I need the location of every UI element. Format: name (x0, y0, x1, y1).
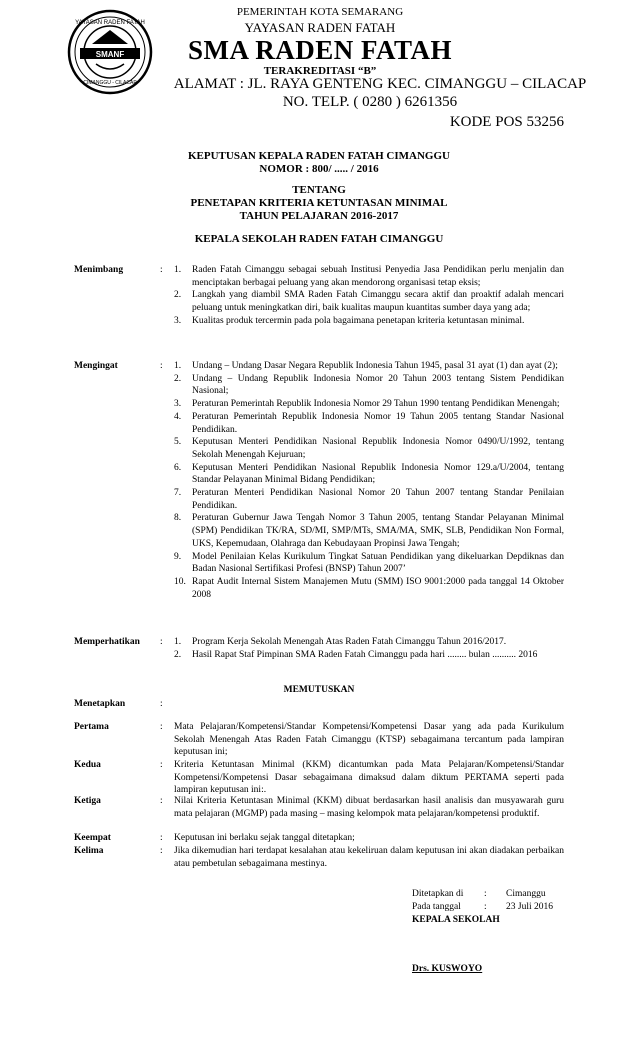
decision-label: Kedua (74, 760, 101, 770)
item-text: Peraturan Pemerintah Republik Indonesia Nomor 19 Tahun 2005 tentang Standar Nasional Pendidikan. (192, 411, 564, 435)
item-number: 1. (174, 361, 182, 371)
item-number: 1. (174, 637, 182, 647)
decision-text: Jika dikemudian hari terdapat kesalahan atau kekeliruan dalam keputusan ini akan diadakan perbaikan atau pembetulan sebagaimana mestinya. (174, 846, 564, 869)
decree-about: TENTANG (292, 184, 346, 196)
letterhead-phone: NO. TELP. ( 0280 ) 6261356 (282, 94, 458, 110)
section-label: Mengingat (74, 361, 118, 371)
list-item (174, 436, 564, 461)
decision-text: Keputusan ini berlaku sejak tanggal ditetapkan; (174, 833, 355, 843)
item-text: Peraturan Menteri Pendidikan Nasional Nomor 20 Tahun 2007 tentang Standar Penilaian Pendidikan. (192, 488, 564, 511)
decision-text: Mata Pelajaran/Kompetensi/Standar Kompetensi/Kompetensi Dasar yang ada pada Kurikulum Sekolah Menengah Atas Raden Fatah Cimanggu (KTSP) sebagaimana tercantum pada lampiran keputusan ini; (174, 722, 564, 758)
item-number: 8. (174, 513, 182, 524)
decree-title: KEPUTUSAN KEPALA RADEN FATAH CIMANGGU (188, 150, 450, 162)
item-number: 2. (174, 373, 182, 384)
signature-place-value: Cimanggu (506, 889, 546, 899)
list-item (174, 551, 564, 576)
item-number: 4. (174, 411, 182, 422)
list-item (174, 462, 564, 487)
list-item (174, 360, 564, 373)
list-item (174, 576, 564, 601)
decree-subject: PENETAPAN KRITERIA KETUNTASAN MINIMAL (190, 197, 448, 209)
decision-heading: MEMUTUSKAN (283, 685, 355, 695)
section-label: Menetapkan (74, 699, 126, 709)
decision-label: Kelima (74, 846, 104, 856)
section-colon: : (160, 699, 163, 709)
signature-place (412, 888, 546, 901)
section-colon: : (160, 846, 163, 856)
letterhead-postcode: KODE POS 53256 (449, 114, 564, 130)
list-item (174, 512, 564, 550)
list-item (174, 649, 564, 662)
section-colon: : (160, 760, 163, 770)
letterhead-accreditation: TERAKREDITASI “B” (263, 65, 377, 77)
item-text: Undang – Undang Dasar Negara Republik Indonesia Tahun 1945, pasal 31 ayat (1) dan ayat (2); (192, 361, 558, 371)
letterhead-government: PEMERINTAH KOTA SEMARANG (236, 6, 404, 18)
signature-date-value: 23 Juli 2016 (506, 902, 553, 912)
item-text: Raden Fatah Cimanggu sebagai sebuah Institusi Penyedia Jasa Pendidikan perlu menjalin dan menciptakan berbagai peluang yang akan mendorong organisasi tetap eksis; (192, 265, 564, 288)
section-colon: : (160, 833, 163, 843)
item-text: Langkah yang diambil SMA Raden Fatah Cimanggu secara aktif dan proaktif adalah mencari peluang untuk meningkatkan diri, baik kualitas maupun kuantitas sumber daya yang ada; (192, 290, 564, 314)
item-number: 3. (174, 315, 182, 326)
item-number: 9. (174, 551, 182, 562)
signature-date (412, 901, 553, 914)
item-text: Kualitas produk tercermin pada pola bagaimana penetapan kriteria ketuntasan minimal. (192, 315, 525, 326)
decision-label: Keempat (74, 833, 111, 843)
item-number: 6. (174, 462, 182, 473)
item-text: Hasil Rapat Staf Pimpinan SMA Raden Fatah Cimanggu pada hari ........ bulan .......... 2016 (192, 649, 538, 660)
decision-label: Pertama (74, 722, 109, 732)
item-number: 3. (174, 399, 182, 410)
signature-place-label: Ditetapkan di (412, 889, 464, 899)
decree-number: NOMOR : 800/ ..... / 2016 (259, 163, 379, 175)
section-colon: : (160, 637, 163, 647)
section-colon: : (160, 796, 163, 806)
item-text: Program Kerja Sekolah Menengah Atas Raden Fatah Cimanggu Tahun 2016/2017. (192, 637, 507, 647)
signature-colon: : (484, 902, 487, 912)
list-item (174, 289, 564, 314)
item-number: 2. (174, 649, 182, 660)
item-text: Rapat Audit Internal Sistem Manajemen Mutu (SMM) ISO 9001:2000 pada tanggal 14 Oktober 2008 (192, 576, 564, 600)
list-item (174, 636, 564, 649)
letterhead-school-name: SMA RADEN FATAH (188, 35, 452, 65)
item-number: 10. (174, 576, 186, 587)
section-label: Menimbang (74, 265, 124, 275)
section-label: Memperhatikan (74, 637, 140, 647)
logo-top-text: YAYASAN RADEN FATAH (75, 20, 145, 26)
letterhead-foundation: YAYASAN RADEN FATAH (244, 20, 396, 35)
decision-text: Nilai Kriteria Ketuntasan Minimal (KKM) dibuat berdasarkan hasil analisis dan musyawarah guru mata pelajaran (MGMP) pada masing – masing kelompok mata pelajaran/kompetensi produktif. (174, 796, 564, 819)
item-number: 2. (174, 290, 182, 301)
decision-label: Ketiga (74, 796, 101, 806)
section-colon: : (160, 722, 163, 732)
signature-position: KEPALA SEKOLAH (412, 915, 500, 925)
list-item (174, 264, 564, 289)
item-text: Keputusan Menteri Pendidikan Nasional Republik Indonesia Nomor 0490/U/1992, tentang Sekolah Menengah Kejuruan; (192, 437, 564, 460)
signature-date-label: Pada tanggal (412, 902, 461, 912)
item-text: Undang – Undang Republik Indonesia Nomor 20 Tahun 2003 tentang Sistem Pendidikan Nasional; (192, 373, 564, 397)
list-item (174, 398, 564, 411)
section-colon: : (160, 265, 163, 275)
decision-text: Kriteria Ketuntasan Minimal (KKM) dicantumkan pada Mata Pelajaran/Kompetensi/Standar Kompetensi/Kompetensi Dasar sebagaimana dimaksud dalam diktum PERTAMA seperti pada lampiran keputusan ini:. (174, 760, 564, 796)
item-text: Model Penilaian Kelas Kurikulum Tingkat Satuan Pendidikan yang dikeluarkan Depdiknas dan Badan Nasional Sertifikasi Profesi (BNSP) Tahun 2007’ (192, 551, 564, 575)
logo-band-text: SMANF (95, 50, 125, 59)
list-item (174, 411, 564, 436)
item-text: Peraturan Pemerintah Republik Indonesia Nomor 29 Tahun 1990 tentang Pendidikan Menengah; (192, 399, 560, 410)
letterhead-address: ALAMAT : JL. RAYA GENTENG KEC. CIMANGGU – CILACAP (173, 76, 587, 92)
logo-bottom-text: CIMANGGU - CILACAP (83, 80, 137, 86)
signature-colon: : (484, 889, 487, 899)
item-text: Peraturan Gubernur Jawa Tengah Nomor 3 Tahun 2005, tentang Standar Pelayanan Minimal (SPM) Pendidikan TK/RA, SD/MI, SMP/MTs, SMA/MA, SMK, SLB, Pendidikan Non Formal, UKS, Kepemudaan, Olahraga dan Kebudayaan Propinsi Jawa Tengah; (192, 513, 564, 549)
list-item (174, 373, 564, 398)
list-item (174, 315, 564, 328)
item-number: 1. (174, 265, 182, 275)
decree-year: TAHUN PELAJARAN 2016-2017 (239, 210, 399, 222)
item-number: 5. (174, 437, 182, 448)
list-item (174, 487, 564, 512)
section-colon: : (160, 361, 163, 371)
item-number: 7. (174, 488, 182, 499)
signature-name: Drs. KUSWOYO (412, 964, 483, 974)
item-text: Keputusan Menteri Pendidikan Nasional Republik Indonesia Nomor 129.a/U/2004, tentang Standar Pelayanan Minimal Bidang Pendidikan; (192, 462, 564, 486)
decree-issuer: KEPALA SEKOLAH RADEN FATAH CIMANGGU (194, 233, 444, 245)
